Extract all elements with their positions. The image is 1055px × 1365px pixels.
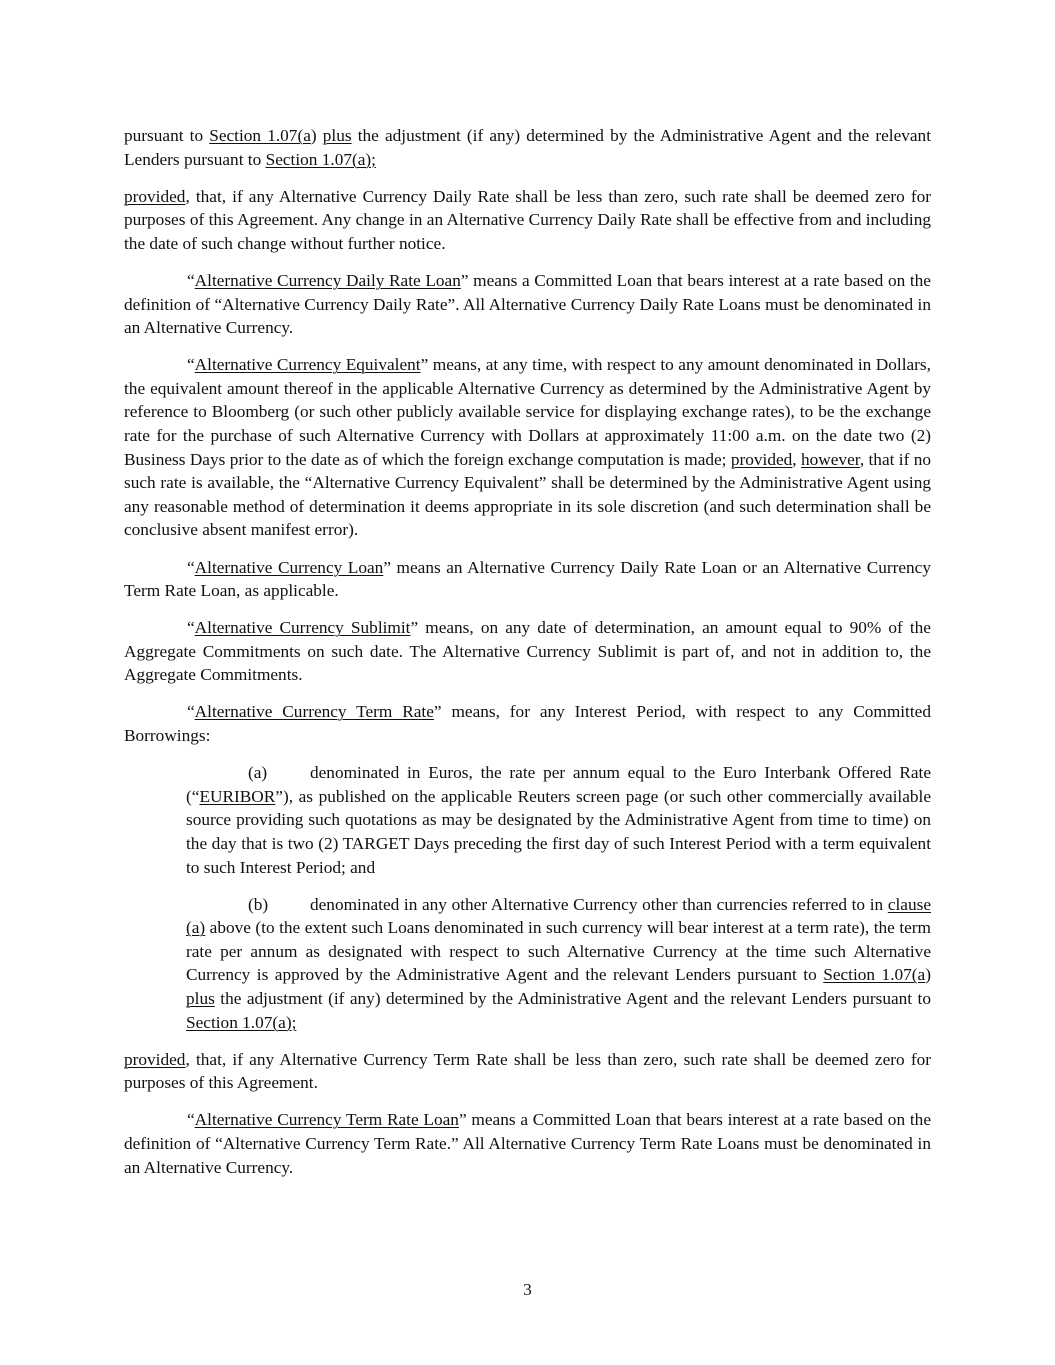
section-reference: Section 1.07(a); (265, 149, 376, 169)
provided-term: provided (124, 1049, 186, 1069)
text: the adjustment (if any) determined by the Administrative Agent and the relevant Lenders pursuant to (124, 126, 931, 169)
quote-mark: “ (187, 1110, 195, 1130)
quote-mark: “ (187, 618, 195, 638)
defined-term: Alternative Currency Equivalent (194, 355, 421, 375)
clause-text: the adjustment (if any) determined by the Administrative Agent and the relevant Lenders pursuant to (214, 989, 931, 1008)
definition-currency-loan (124, 556, 931, 603)
definition-text: , that if no such rate is available, the “Alternative Currency Equivalent” shall be determined by the Administrative Agent using any reasonable method of determination it deems appropriate in its sole discretion (and such determination shall be conclusive absent manifest error). (124, 449, 931, 540)
definition-text: ” means a Committed Loan that bears interest at a rate based on the definition of “Alternative Currency Daily Rate”. All Alternative Currency Daily Rate Loans must be denominated in an Alternative Currency. (124, 270, 931, 338)
defined-term: Alternative Currency Term Rate (194, 702, 434, 722)
clause-text: above (to the extent such Loans denominated in such currency will bear interest at a term rate), the term rate per annum as designated with respect to such Alternative Currency at the time such Alternative Currency is approved by the Administrative Agent and the relevant Lenders pursuant to (186, 918, 931, 985)
definition-text: ” means, on any date of determination, an amount equal to 90% of the Aggregate Commitments on such date. The Alternative Currency Sublimit is part of, and not in addition to, the Aggregate Commitments. (124, 618, 931, 685)
clause-label: (a) (248, 763, 268, 783)
definition-term-rate (124, 700, 931, 747)
quote-mark: “ (187, 270, 195, 290)
definition-term-rate-loan (124, 1108, 931, 1179)
clause-text: denominated in any other Alternative Currency other than currencies referred to in (310, 894, 888, 914)
definition-currency-sublimit (124, 616, 931, 687)
clause-reference: clause (a) (186, 894, 931, 938)
clause-text: ”), as published on the applicable Reuters screen page (or such other commercially available source providing such quotations as may be designated by the Administrative Agent from time to time) on the day that is two (2) TARGET Days preceding the first day of such Interest Period with a term equivalent to such Interest Period; and (186, 786, 931, 877)
provided-term: provided (730, 449, 793, 469)
text: ) (925, 965, 931, 985)
section-reference: Section 1.07(a); (186, 1012, 297, 1032)
defined-term: Alternative Currency Loan (194, 557, 384, 577)
definition-text: ” means, at any time, with respect to any amount denominated in Dollars, the equivalent amount thereof in the applicable Alternative Currency as determined by the Administrative Agent by reference to Bloomberg (or such other publicly available service for displaying exchange rates), to be the exchange rate for the purchase of such Alternative Currency with Dollars at approximately 11:00 a.m. on the date two (2) Business Days prior to the date as of which the foreign exchange computation is made; (124, 355, 931, 469)
definition-text: ” means an Alternative Currency Daily Rate Loan or an Alternative Currency Term Rate Loan, as applicable. (124, 557, 931, 601)
clause-b (186, 893, 931, 1035)
clause-a (186, 761, 931, 879)
defined-term: Alternative Currency Daily Rate Loan (194, 270, 461, 290)
text: , (792, 449, 801, 469)
paragraph-continuation (124, 124, 931, 171)
document-page (124, 124, 931, 1193)
definition-daily-rate-loan (124, 269, 931, 340)
page-number: 3 (523, 1280, 532, 1299)
paragraph-proviso-daily-rate (124, 185, 931, 256)
text: ) (310, 126, 323, 145)
text: , that, if any Alternative Currency Daily Rate shall be less than zero, such rate shall be deemed zero for purposes of this Agreement. Any change in an Alternative Currency Daily Rate shall be effective from and including the date of such change without further notice. (124, 186, 931, 253)
defined-term: Alternative Currency Term Rate Loan (194, 1110, 459, 1130)
defined-term: Alternative Currency Sublimit (194, 618, 411, 638)
section-reference: Section 1.07(a (823, 965, 926, 985)
text: , that, if any Alternative Currency Term Rate shall be less than zero, such rate shall be deemed zero for purposes of this Agreement. (124, 1049, 931, 1093)
however-term: however (801, 449, 860, 469)
definition-text: ” means, for any Interest Period, with respect to any Committed Borrowings: (124, 702, 931, 746)
emphasis-plus: plus (186, 989, 215, 1008)
quote-mark: “ (187, 557, 195, 577)
definition-currency-equivalent (124, 353, 931, 542)
clause-text: denominated in Euros, the rate per annum equal to the Euro Interbank Offered Rate (“ (186, 763, 931, 806)
definition-text: ” means a Committed Loan that bears interest at a rate based on the definition of “Alternative Currency Term Rate.” All Alternative Currency Term Rate Loans must be denominated in an Alternative Currency. (124, 1110, 931, 1177)
provided-term: provided (124, 186, 186, 206)
emphasis-plus: plus (322, 126, 352, 145)
section-reference: Section 1.07(a (209, 126, 311, 145)
quote-mark: “ (187, 355, 195, 375)
clause-label: (b) (248, 894, 269, 914)
text: pursuant to (124, 126, 210, 145)
defined-term: EURIBOR (199, 786, 276, 806)
quote-mark: “ (187, 702, 195, 722)
paragraph-proviso-term-rate (124, 1048, 931, 1095)
